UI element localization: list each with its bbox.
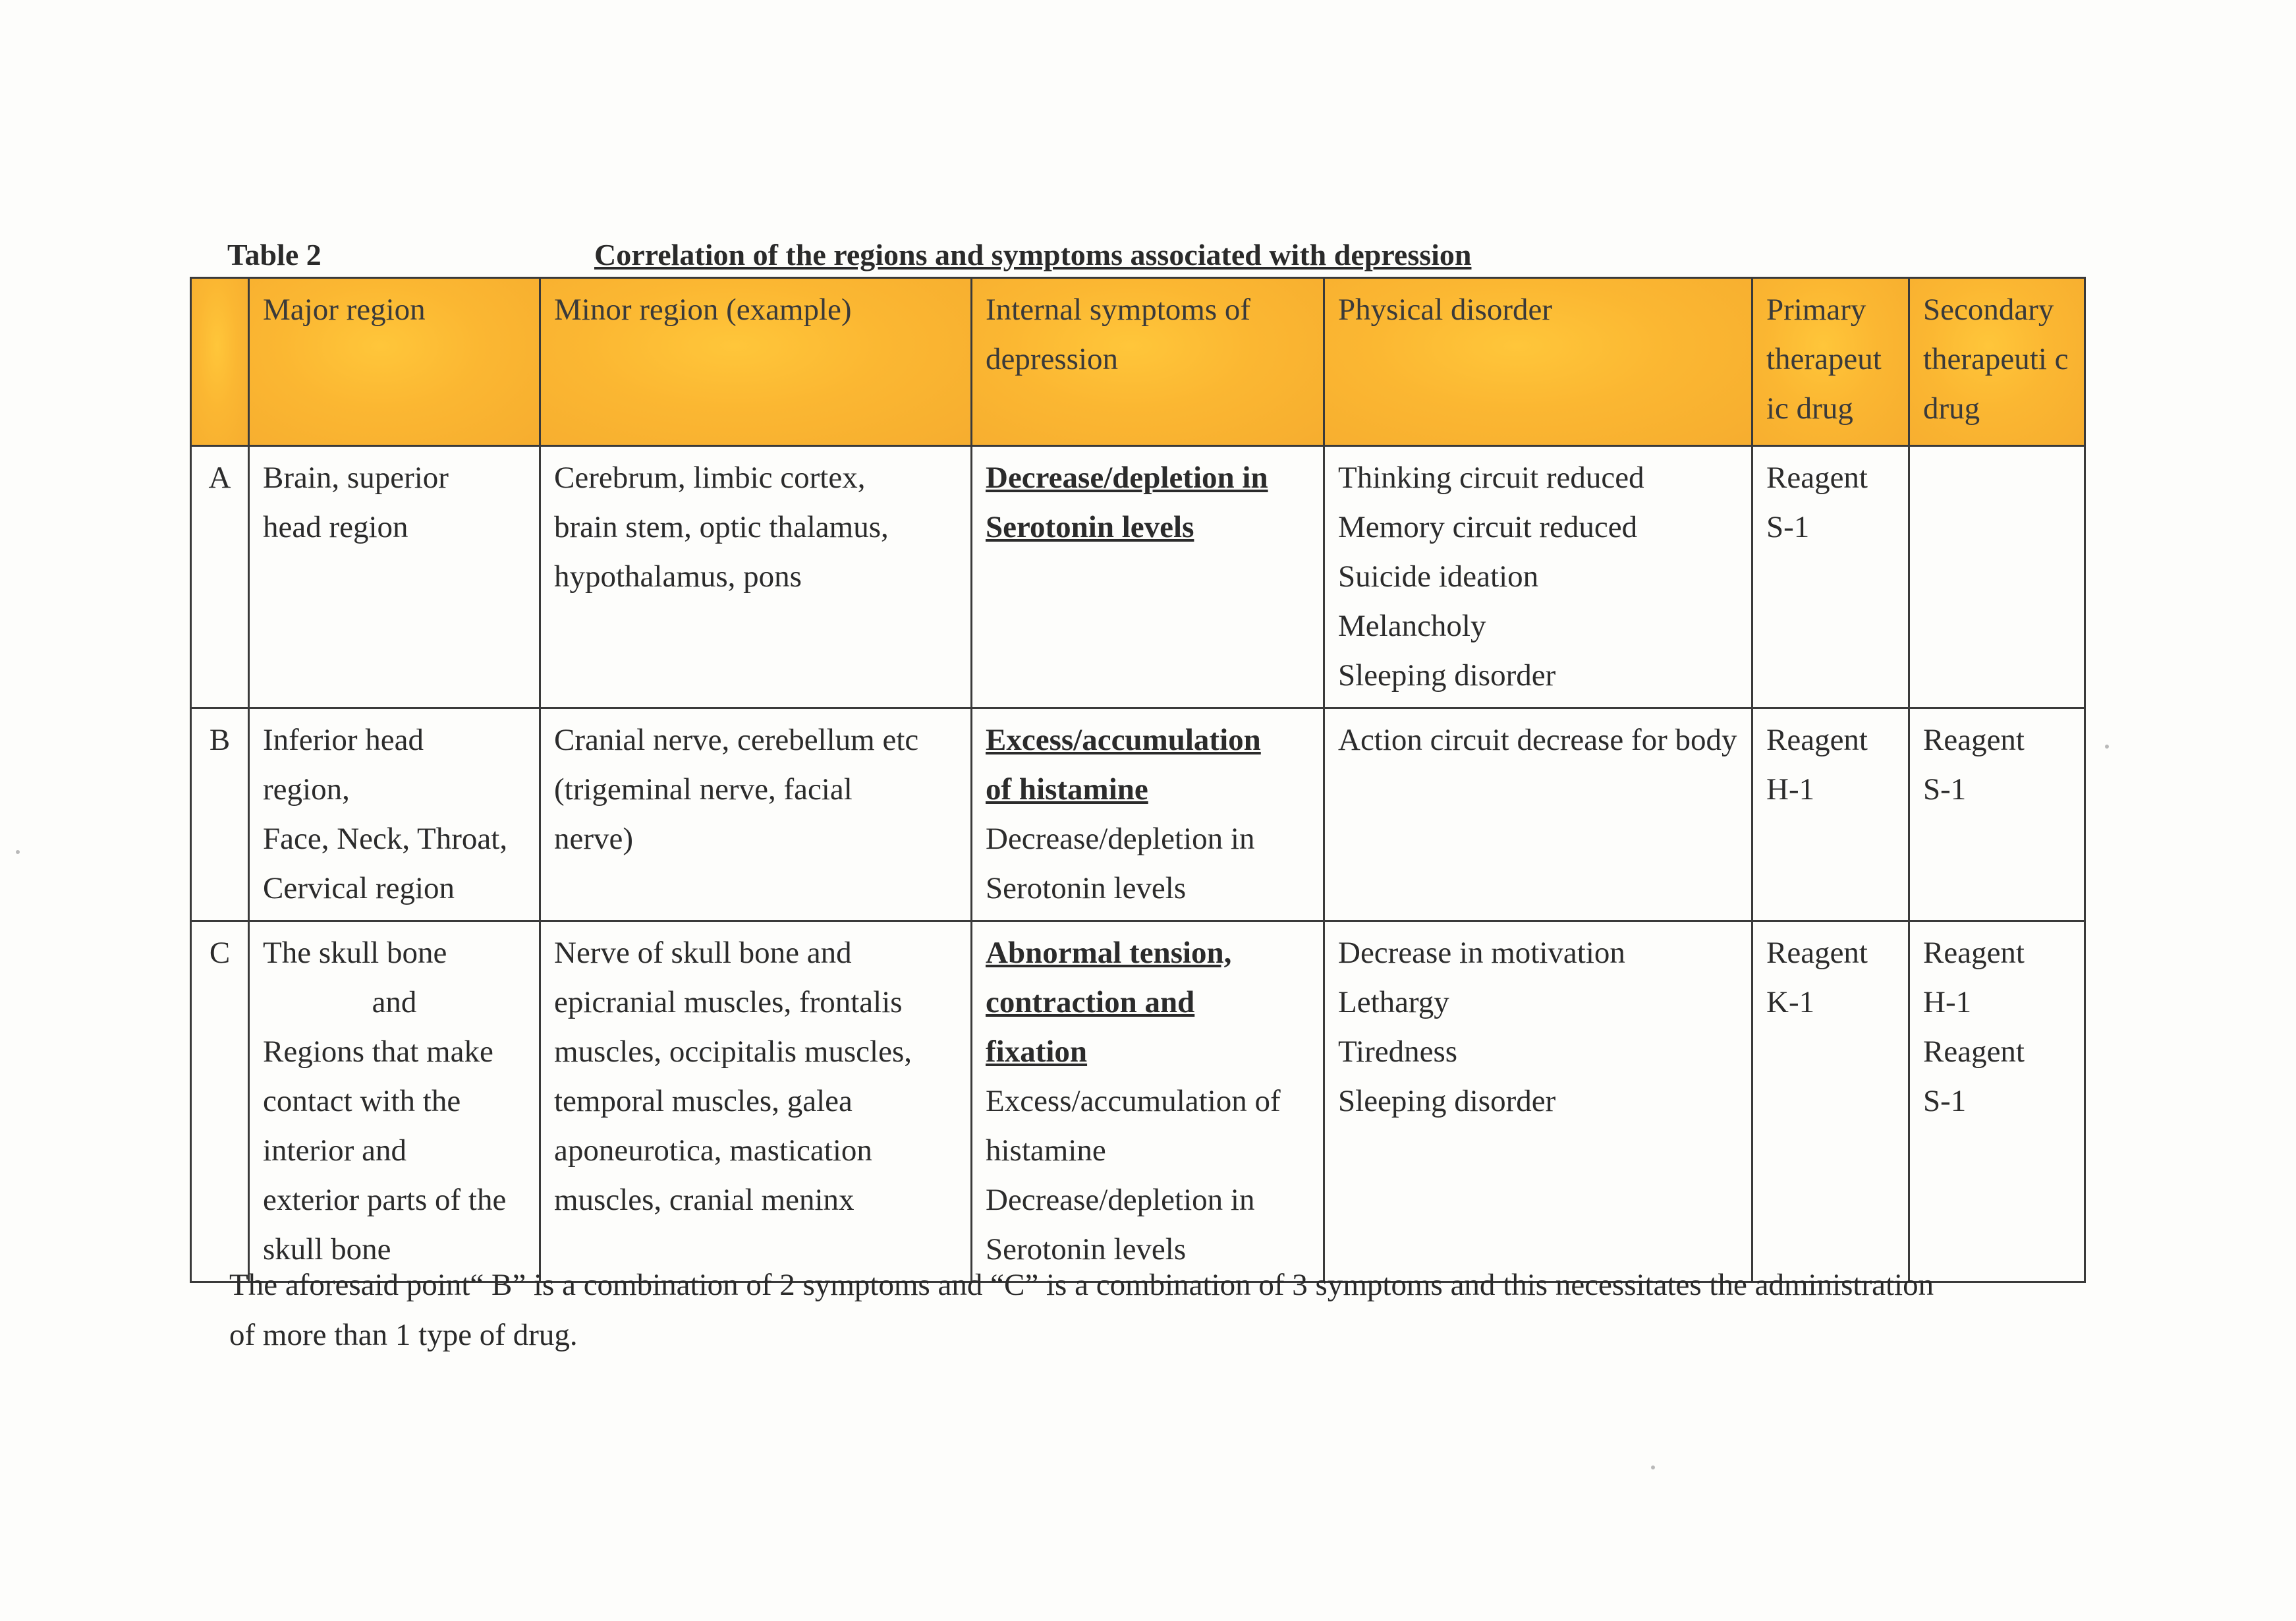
table-row [191,446,2085,708]
header-secondary-drug: Secondary therapeuti c drug [1909,278,2085,446]
primary-drug-cell: Reagent S-1 [1752,446,1909,708]
scan-speck [16,850,20,854]
table-row [191,921,2085,1282]
physical-disorder-cell: Thinking circuit reduced Memory circuit reduced Suicide ideation Melancholy Sleeping disorder [1324,446,1752,708]
physical-disorder-cell: Action circuit decrease for body [1324,708,1752,921]
major-region-cell: Brain, superior head region [249,446,540,708]
correlation-table [190,277,2086,1283]
internal-symptoms-cell: Excess/accumulation of histamine Decrease/depletion in Serotonin levels [972,708,1324,921]
internal-symptoms-cell: Decrease/depletion in Serotonin levels [972,446,1324,708]
table-row [191,708,2085,921]
row-letter: A [191,446,249,708]
secondary-drug-cell: Reagent H-1 Reagent S-1 [1909,921,2085,1282]
physical-disorder-cell: Decrease in motivation Lethargy Tiredness Sleeping disorder [1324,921,1752,1282]
minor-region-cell: Cranial nerve, cerebellum etc (trigeminal nerve, facial nerve) [540,708,972,921]
scan-speck [2105,745,2109,749]
header-physical-disorder: Physical disorder [1324,278,1752,446]
internal-symptoms-cell: Abnormal tension, contraction and fixation Excess/accumulation of histamine Decrease/depletion in Serotonin levels [972,921,1324,1282]
table-label: Table 2 [227,238,322,271]
table-footnote: The aforesaid point“ B” is a combination of 2 symptoms and “C” is a combination of 3 symptoms and this necessitates the administration of more than 1 type of drug. [229,1268,1934,1352]
header-letter [191,278,249,446]
header-minor-region: Minor region (example) [540,278,972,446]
secondary-drug-cell [1909,446,2085,708]
major-region-cell: The skull bone and Regions that make contact with the interior and exterior parts of the skull bone [249,921,540,1282]
row-letter: B [191,708,249,921]
table-title: Correlation of the regions and symptoms associated with depression [594,238,1472,271]
primary-drug-cell: Reagent H-1 [1752,708,1909,921]
primary-drug-cell: Reagent K-1 [1752,921,1909,1282]
header-primary-drug: Primary therapeut ic drug [1752,278,1909,446]
minor-region-cell: Cerebrum, limbic cortex, brain stem, optic thalamus, hypothalamus, pons [540,446,972,708]
row-letter: C [191,921,249,1282]
scan-speck [1651,1465,1655,1469]
minor-region-cell: Nerve of skull bone and epicranial muscles, frontalis muscles, occipitalis muscles, temporal muscles, galea aponeurotica, mastication muscles, cranial meninx [540,921,972,1282]
secondary-drug-cell: Reagent S-1 [1909,708,2085,921]
header-internal-symptoms: Internal symptoms of depression [972,278,1324,446]
header-row [191,278,2085,446]
major-region-cell: Inferior head region, Face, Neck, Throat, Cervical region [249,708,540,921]
header-major-region: Major region [249,278,540,446]
